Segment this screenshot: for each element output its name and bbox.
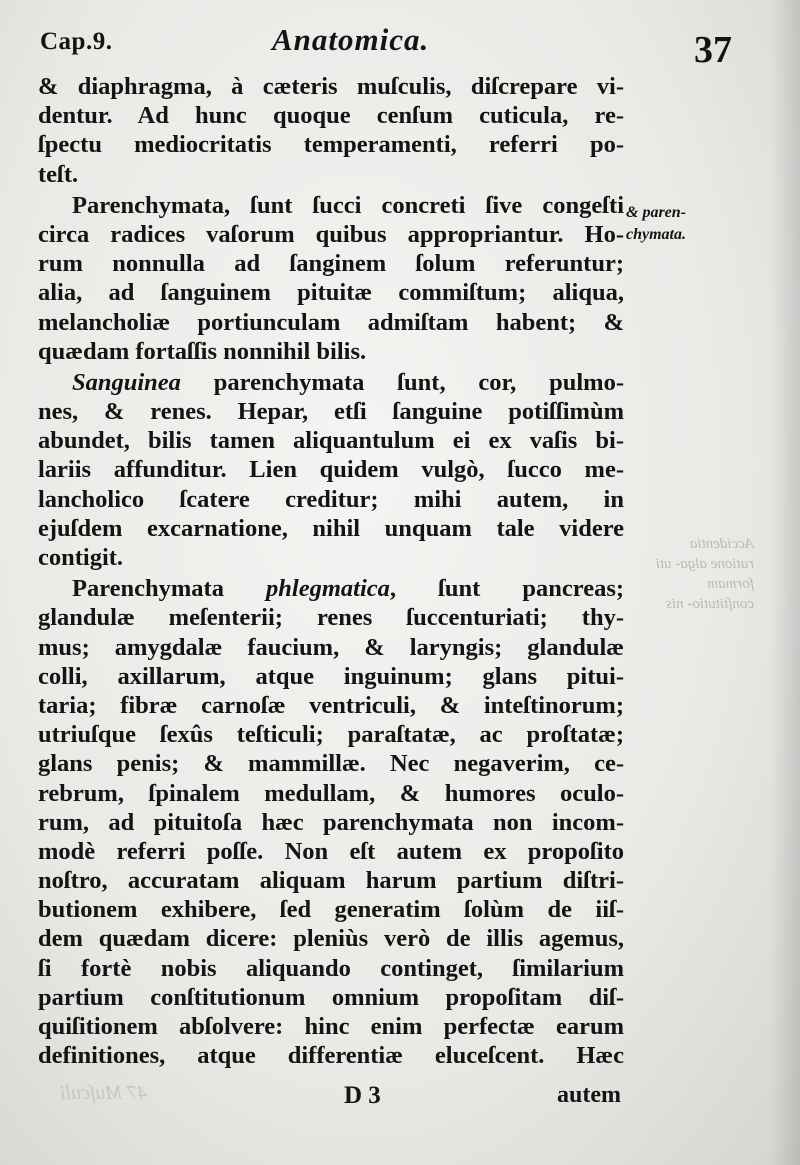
text-line: lariis affunditur. Lien quidem vulgò, ſucco me- (38, 456, 624, 484)
text-line: colli, axillarum, atque inguinum; glans pitui- (38, 662, 624, 690)
text-line: dem quædam dicere: pleniùs verò de illis agemus, (38, 925, 624, 953)
text-line: quædam fortaſſis nonnihil bilis. (38, 337, 367, 365)
main-text-block (38, 72, 624, 1070)
running-head (40, 22, 760, 70)
text-line: mus; amygdalæ faucium, & laryngis; glandulæ (38, 633, 624, 661)
text-line: alia, ad ſanguinem pituitæ commiſtum; aliqua, (38, 279, 624, 307)
text-line: teſt. (38, 160, 79, 188)
text-line: circa radices vaſorum quibus appropriantur. Ho- (38, 220, 624, 248)
text-line-with-italic: Parenchymata phlegmatica, ſunt pancreas; (72, 575, 624, 603)
chapter-label: Cap.9. (40, 28, 113, 55)
text-line-with-italic: Sanguinea parenchymata ſunt, cor, pulmo- (72, 368, 624, 396)
bleed-through-text-bottom: 47 Muſculi (60, 1082, 148, 1104)
text-line: quiſitionem abſolvere: hinc enim perfectæ earum (38, 1013, 624, 1040)
page-number: 37 (694, 29, 732, 71)
text-line: butionem exhibere, ſed generatim ſolùm de iiſ- (38, 896, 624, 924)
text-line: abundet, bilis tamen aliquantulum ei ex vaſis bi- (38, 427, 624, 455)
text-line: lancholico ſcatere creditur; mihi autem, in (38, 485, 624, 513)
text-line: rum, ad pituitoſa hæc parenchymata non incom- (38, 808, 624, 836)
italic-term-sanguinea: Sanguinea (72, 368, 181, 396)
italic-term-phlegmatica: phlegmatica (266, 575, 390, 603)
text-line: ſpectu mediocritatis temperamenti, referri po- (38, 131, 624, 159)
text-line: Parenchymata, ſunt ſucci concreti ſive congeſti (72, 191, 624, 219)
text-line: contigit. (38, 544, 124, 571)
text-line: definitiones, atque differentiæ eluceſcent. Hæc (38, 1042, 624, 1070)
text-line: glandulæ meſenterii; renes ſuccenturiati; thy- (38, 604, 624, 632)
text-line: ſi fortè nobis aliquando continget, ſimilarium (38, 954, 624, 982)
text-line: & diaphragma, à cæteris muſculis, diſcrepare vi- (38, 73, 624, 100)
catchword: autem (557, 1082, 621, 1108)
bleed-through-text: Accidentia ratione alga- uti formam conſtitutio- nis (655, 536, 754, 612)
page-edge-shadow (770, 0, 800, 1165)
marginal-note-line: chymata. (626, 226, 686, 243)
text-line: nes, & renes. Hepar, etſi ſanguine potiſſimùm (38, 398, 624, 426)
text-line: rum nonnulla ad ſanginem ſolum referuntur; (38, 250, 624, 278)
text-line: partium conſtitutionum omnium propoſitam diſ- (38, 983, 624, 1011)
text-line: ejuſdem excarnatione, nihil unquam tale videre (38, 514, 624, 542)
text-line: melancholiæ portiunculam admiſtam habent; & (38, 308, 624, 336)
text-line: noſtro, accuratam aliquam harum partium diſtri- (38, 867, 624, 895)
text-line: dentur. Ad hunc quoque cenſum cuticula, re- (38, 102, 624, 130)
text-line: rebrum, ſpinalem medullam, & humores oculo- (38, 779, 624, 807)
marginal-note-line: & paren- (626, 204, 686, 221)
text-line: glans penis; & mammillæ. Nec negaverim, ce- (38, 750, 624, 778)
marginal-note (626, 202, 716, 246)
text-line: utriuſque ſexûs teſticuli; paraſtatæ, ac proſtatæ; (38, 721, 624, 749)
running-title: Anatomica. (272, 22, 430, 57)
text-line: taria; fibræ carnoſæ ventriculi, & inteſtinorum; (38, 691, 624, 719)
signature-mark: D 3 (344, 1082, 381, 1109)
text-line: modè referri poſſe. Non eſt autem ex propoſito (38, 837, 624, 865)
